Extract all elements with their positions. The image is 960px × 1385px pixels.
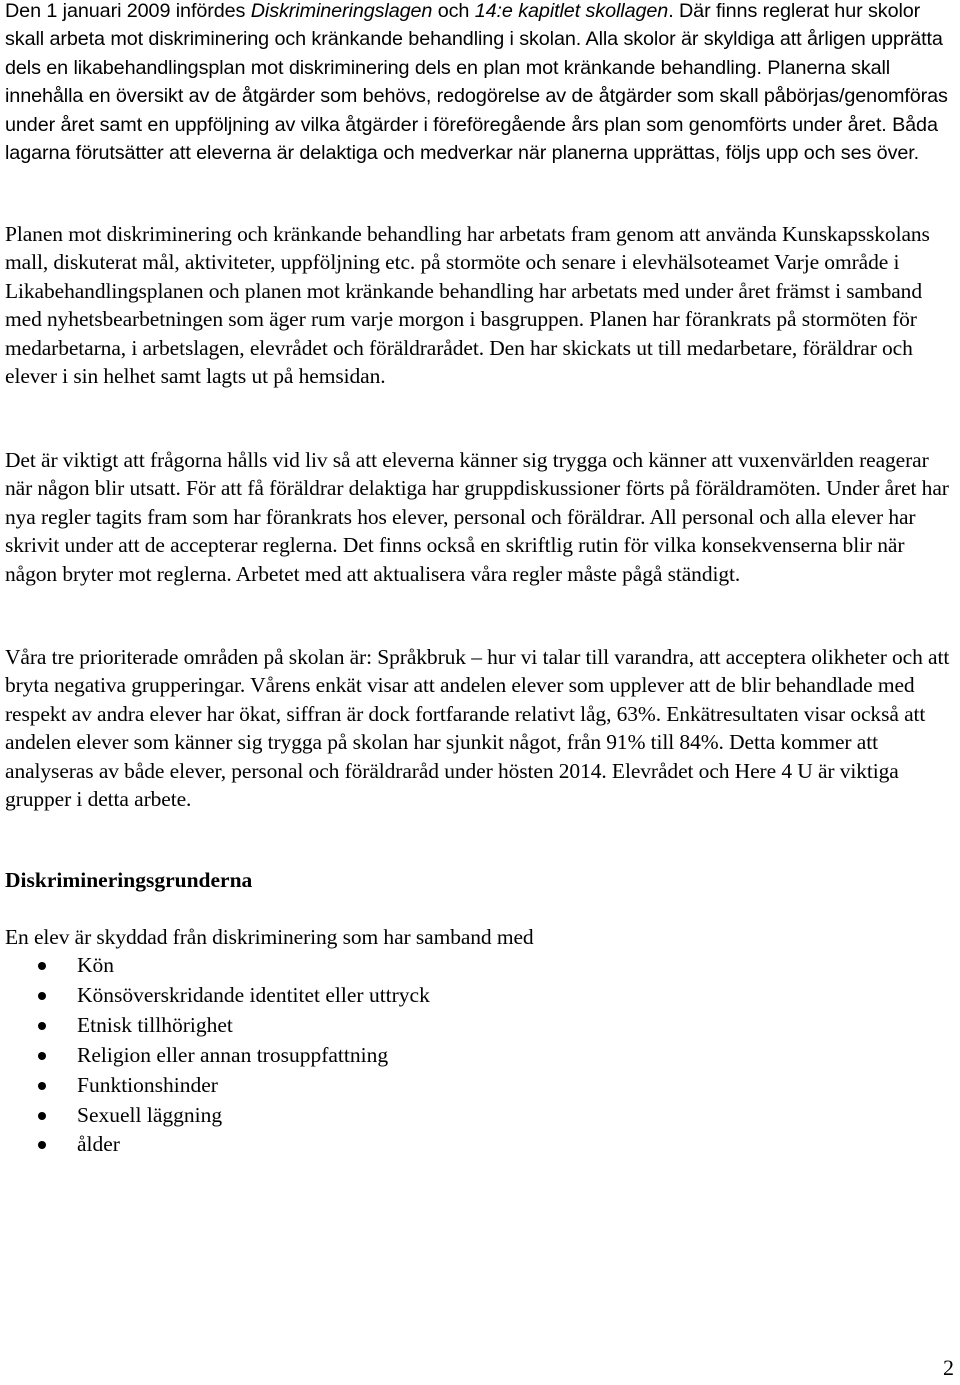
list-item-label: Religion eller annan trosuppfattning: [77, 1042, 389, 1067]
list-item-label: Sexuell läggning: [77, 1102, 223, 1127]
bullet-icon: [38, 962, 46, 970]
paragraph-laws: [5, 0, 955, 167]
grounds-intro: En elev är skyddad från diskriminering som har samband med: [5, 925, 534, 949]
text-run: Den 1 januari 2009 infördes: [5, 0, 251, 22]
bullet-icon: [38, 1141, 46, 1149]
bullet-icon: [38, 1052, 46, 1060]
list-item-label: Funktionshinder: [77, 1072, 218, 1097]
paragraph-importance: Det är viktigt att frågorna hålls vid liv så att eleverna känner sig trygga och känner att vuxenvärlden reagerar när någon blir utsatt. För att få föräldrar delaktiga har gruppdiskussioner förts på föräldramöten. Under året har nya regler tagits fram som har förankrats hos elever, personal och föräldrar. All personal och alla elever har skrivit under att de accepterar reglerna. Det finns också en skriftlig rutin för vilka konsekvenserna blir när någon bryter mot reglerna. Arbetet med att aktualisera våra regler måste pågå ständigt.: [5, 448, 949, 586]
list-item: [5, 1071, 430, 1101]
list-item: [5, 981, 430, 1011]
list-item-label: ålder: [77, 1132, 120, 1157]
section-heading: Diskrimineringsgrunderna: [5, 868, 253, 892]
list-item: [5, 951, 430, 981]
list-item: [5, 1041, 430, 1071]
list-item-label: Könsöverskridande identitet eller uttryck: [77, 982, 430, 1007]
law-name-discrimination: Diskrimineringslagen: [250, 0, 433, 22]
bullet-icon: [38, 1082, 46, 1090]
text-run: och: [432, 0, 475, 22]
paragraph-plan-work: Planen mot diskriminering och kränkande behandling har arbetats fram genom att använda Kunskapsskolans mall, diskuterat mål, aktiviteter, uppföljning etc. på stormöte och senare i elevhälsoteamet Varje område i Likabehandlingsplanen och planen mot kränkande behandling har arbetats med under året främst i samband med nyhetsbearbetningen som äger rum varje morgon i basgruppen. Planen har förankrats på stormöten för medarbetarna, i arbetslagen, elevrådet och föräldrarådet. Den har skickats ut till medarbetare, föräldrar och elever i sin helhet samt lagts ut på hemsidan.: [5, 222, 930, 389]
list-item: [5, 1130, 430, 1160]
list-item-label: Etnisk tillhörighet: [77, 1012, 233, 1037]
law-name-school: 14:e kapitlet skollagen: [474, 0, 669, 22]
list-item: [5, 1101, 430, 1131]
bullet-icon: [38, 1022, 46, 1030]
text-run: . Där finns reglerat hur skolor skall arbeta mot diskriminering och kränkande behandling i skolan. Alla skolor är skyldiga att årligen upprätta dels en likabehandlingsplan mot diskriminering dels en plan mot kränkande behandling. Planerna skall innehålla en översikt av de åtgärder som behövs, redogörelse av de åtgärder som skall påbörjas/genomföras under året samt en uppföljning av vilka åtgärder i föreföregående års plan som genomförts under året. Båda lagarna förutsätter att eleverna är delaktiga och medverkar när planerna upprättas, följs upp och ses över.: [5, 0, 948, 165]
list-item: [5, 1011, 430, 1041]
paragraph-priorities: Våra tre prioriterade områden på skolan är: Språkbruk – hur vi talar till varandra, att acceptera olikheter och att bryta negativa grupperingar. Vårens enkät visar att andelen elever som upplever att de blir behandlade med respekt av andra elever har ökat, siffran är dock fortfarande relativt låg, 63%. Enkätresultaten visar också att andelen elever som känner sig trygga på skolan har sjunkit något, från 91% till 84%. Detta kommer att analyseras av både elever, personal och föräldraråd under hösten 2014. Elevrådet och Here 4 U är viktiga grupper i detta arbete.: [5, 645, 950, 812]
bullet-icon: [38, 992, 46, 1000]
list-item-label: Kön: [77, 953, 115, 977]
grounds-list: [5, 951, 430, 1160]
page-number: 2: [943, 1355, 954, 1380]
bullet-icon: [38, 1112, 46, 1120]
